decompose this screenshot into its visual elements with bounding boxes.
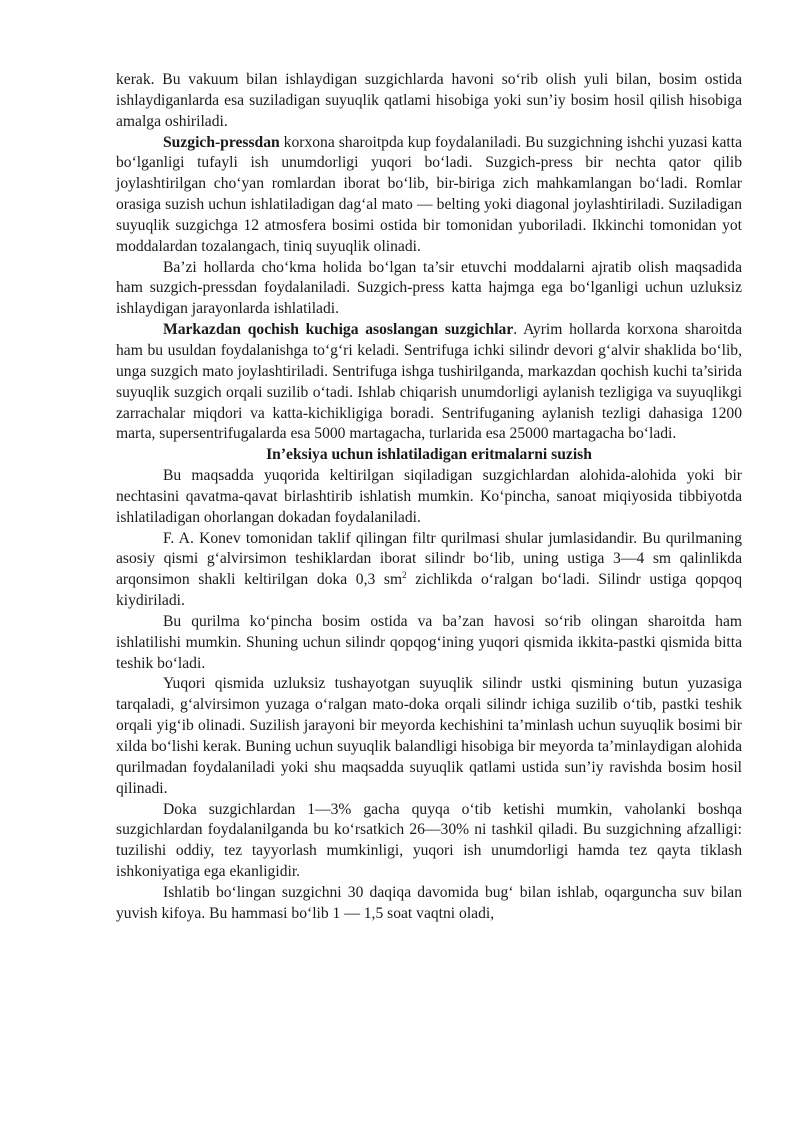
paragraph-1 bbox=[116, 70, 742, 133]
paragraph-text: zichlikda o‘ralgan bo‘ladi. Silindr ustiga qopqoq kiydiriladi. bbox=[116, 571, 742, 610]
document-page bbox=[116, 70, 742, 925]
paragraph-6 bbox=[116, 529, 742, 612]
paragraph-text: Yuqori qismida uzluksiz tushayotgan suyuqlik silindr ustki qismining butun yuzasiga tarqaladi, g‘alvirsimon yuzaga o‘ralgan mato-doka orqali silindr ichiga suzilib o‘tib, pastki teshik orqali yig‘ib olinadi. Suzilish jarayoni bir meyorda kechishini ta’minlash uchun suyuqlik bosimi bir xilda bo‘lishi kerak. Buning uchun suyuqlik balandligi hisobiga bir meyorda ta’minlaydigan alohida qurilmadan foydalaniladi yoki shu maqsadda suyuqlik qatlami ustida sun’iy ravishda bosim hosil qilinadi. bbox=[116, 675, 742, 797]
paragraph-text: . Ayrim hollarda korxona sharoitda ham bu usuldan foydalanishga to‘g‘ri keladi. Sentrifuga ichki silindr devori g‘alvir shaklida bo‘lib, unga suzgich mato joylashtiriladi. Sentrifuga ishga tushirilganda, markazdan qochish kuchi ta’sirida suyuqlik suzgich orqali suzilib o‘tadi. Ishlab chiqarish unumdorligi aylanish tezligiga va suyuqlikgi zarrachalar miqdori va katta-kichikligiga boradi. Sentrifuganing aylanish tezligi dahasiga 1200 marta, supersentrifugalarda esa 5000 martagacha, turlarida esa 25000 martagacha bo‘ladi. bbox=[116, 321, 742, 443]
term-suzgich-press: Suzgich-pressdan bbox=[163, 133, 280, 151]
paragraph-text: Ba’zi hollarda cho‘kma holida bo‘lgan ta’sir etuvchi moddalarni ajratib olish maqsadida ham suzgich-pressdan foydalaniladi. Suzgich-press katta hajmga ega bo‘lganligi uchun uzluksiz ishlaydigan jarayonlarda ishlatiladi. bbox=[116, 258, 742, 318]
paragraph-7 bbox=[116, 612, 742, 675]
paragraph-text: korxona sharoitpda kup foydalaniladi. Bu suzgichning ishchi yuzasi katta bo‘lganligi tufayli ish unumdorligi yuqori bo‘ladi. Suzgich-press bir nechta qator qilib joylashtirilgan cho‘yan romlardan iborat bo‘lib, bir-biriga zich mahkamlangan bo‘ladi. Romlar orasiga suzish uchun ishlatiladigan dag‘al mato — belting yoki diagonal joylashtiriladi. Suziladigan suyuqlik suzgichga 12 atmosfera bosimi ostida bir tomonidan yuboriladi. Ikkinchi tomonidan yot moddalardan tozalangach, tiniq suyuqlik olinadi. bbox=[116, 133, 742, 255]
paragraph-9 bbox=[116, 800, 742, 883]
paragraph-text: F. A. Konev tomonidan taklif qilingan filtr qurilmasi shular jumlasidandir. Bu qurilmaning asosiy qismi g‘alvirsimon teshiklardan iborat silindr bo‘lib, uning ustiga 3—4 sm qalinlikda arqonsimon shakli keltirilgan doka 0,3 sm bbox=[116, 529, 742, 589]
paragraph-4 bbox=[116, 320, 742, 445]
paragraph-text: Bu maqsadda yuqorida keltirilgan siqiladigan suzgichlardan alohida-alohida yoki bir nechtasini qavatma-qavat birlashtirib ishlatish mumkin. Ko‘pincha, sanoat miqiyosida tibbiyotda ishlatiladigan ohorlangan dokadan foydalaniladi. bbox=[116, 467, 742, 526]
paragraph-10 bbox=[116, 883, 742, 925]
paragraph-text: Bu qurilma ko‘pincha bosim ostida va ba’zan havosi so‘rib olingan sharoitda ham ishlatilishi mumkin. Shuning uchun silindr qopqog‘ining yuqori qismida ikkita-pastki qismida bitta teshik bo‘ladi. bbox=[116, 612, 742, 672]
paragraph-3 bbox=[116, 258, 742, 321]
term-centrifugal-filters: Markazdan qochish kuchiga asoslangan suzgichlar bbox=[163, 321, 514, 339]
paragraph-8 bbox=[116, 674, 742, 799]
superscript: 2 bbox=[402, 570, 407, 581]
paragraph-text: Ishlatib bo‘lingan suzgichni 30 daqiqa davomida bug‘ bilan ishlab, oqarguncha suv bilan yuvish kifoya. Bu hammasi bo‘lib 1 — 1,5 soat vaqtni oladi, bbox=[116, 883, 742, 922]
paragraph-text: Doka suzgichlardan 1—3% gacha quyqa o‘tib ketishi mumkin, vaholanki boshqa suzgichlardan foydalanilganda bu ko‘rsatkich 26—30% ni tashkil qiladi. Bu suzgichning afzalligi: tuzilishi oddiy, tez tayyorlash mumkinligi, yuqori ish unumdorligi hamda tez qayta tiklash ishkoniyatiga ega ekanligidir. bbox=[116, 800, 742, 881]
paragraph-5 bbox=[116, 466, 742, 529]
paragraph-text: kerak. Bu vakuum bilan ishlaydigan suzgichlarda havoni so‘rib olish yuli bilan, bosim ostida ishlaydiganlarda esa suziladigan suyuqlik qatlami hisobiga yoki sun’iy bosim hosil qilish hisobiga amalga oshiriladi. bbox=[116, 71, 742, 130]
paragraph-2 bbox=[116, 133, 742, 258]
section-heading: In’eksiya uchun ishlatiladigan eritmalarni suzish bbox=[266, 446, 592, 464]
